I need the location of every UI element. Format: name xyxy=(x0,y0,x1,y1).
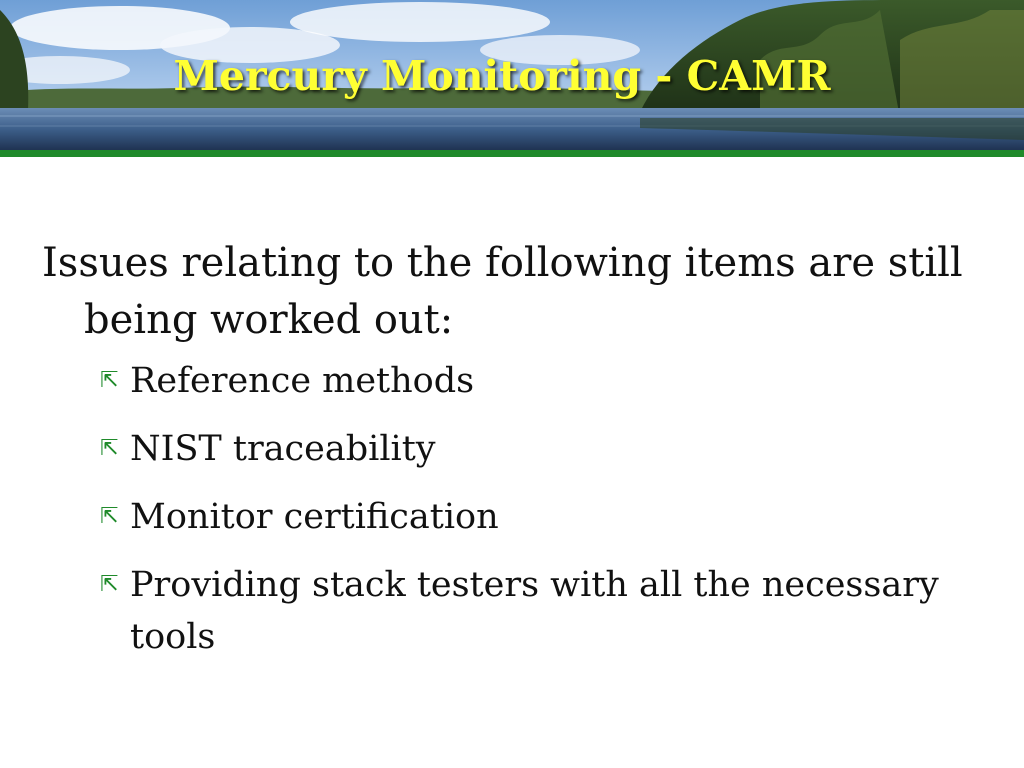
slide-body xyxy=(42,235,982,679)
list-item xyxy=(100,423,982,475)
lead-paragraph: Issues relating to the following items are still being worked out: xyxy=(42,240,963,343)
list-item xyxy=(100,491,982,543)
banner-divider xyxy=(0,150,1024,157)
list-item-text: NIST traceability xyxy=(130,429,436,469)
issue-list xyxy=(42,355,982,663)
list-item-text: Reference methods xyxy=(130,361,475,401)
arrow-up-left-icon: ⇱ xyxy=(100,436,119,461)
list-item-text: Providing stack testers with all the necessary tools xyxy=(130,565,939,657)
list-item xyxy=(100,559,982,663)
list-item xyxy=(100,355,982,407)
list-item-text: Monitor certification xyxy=(130,497,499,537)
arrow-up-left-icon: ⇱ xyxy=(100,572,119,597)
arrow-up-left-icon: ⇱ xyxy=(100,504,119,529)
arrow-up-left-icon: ⇱ xyxy=(100,368,119,393)
slide-title: Mercury Monitoring - CAMR xyxy=(173,52,831,100)
